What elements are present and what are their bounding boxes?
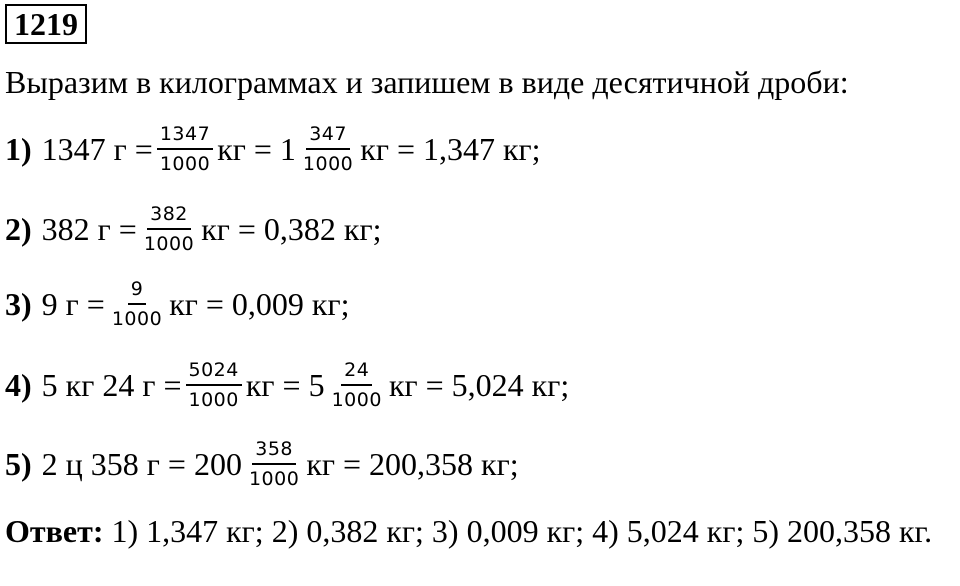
- fraction: [141, 203, 197, 255]
- line-middle: кг = 1: [217, 130, 296, 167]
- fraction-denominator: 1000: [302, 153, 354, 175]
- fraction: [157, 123, 213, 175]
- line-lhs: 5 кг 24 г =: [41, 366, 182, 403]
- line-tail: кг = 0,009 кг;: [169, 285, 350, 322]
- line-tail: кг = 0,382 кг;: [201, 210, 382, 247]
- fraction-numerator: 382: [147, 203, 191, 230]
- fraction: [186, 359, 242, 411]
- answer-label: Ответ:: [5, 513, 104, 549]
- fraction: [300, 123, 356, 175]
- fraction-denominator: 1000: [188, 389, 239, 411]
- fraction-numerator: 347: [306, 123, 350, 150]
- line-tail: кг = 1,347 кг;: [360, 130, 541, 167]
- fraction-numerator: 1347: [157, 123, 213, 150]
- line-number: 5): [5, 445, 32, 482]
- line-lhs: 382 г =: [41, 210, 137, 247]
- answer-block: [5, 512, 955, 550]
- line-tail: кг = 200,358 кг;: [306, 445, 519, 482]
- line-middle: кг = 5: [245, 366, 325, 403]
- line-number: 2): [5, 210, 32, 247]
- line-tail: кг = 5,024 кг;: [388, 366, 570, 403]
- fraction-denominator: 1000: [111, 308, 163, 330]
- solution-line-1: [5, 113, 541, 185]
- fraction-numerator: 358: [252, 438, 296, 465]
- fraction-denominator: 1000: [159, 153, 211, 175]
- line-number: 1): [5, 130, 32, 167]
- fraction-denominator: 1000: [248, 468, 300, 490]
- fraction-denominator: 1000: [143, 233, 195, 255]
- fraction: [246, 438, 302, 490]
- line-number: 3): [5, 285, 32, 322]
- line-lhs: 2 ц 358 г = 200: [41, 445, 242, 482]
- fraction-numerator: 9: [128, 278, 147, 305]
- answer-text: 1) 1,347 кг; 2) 0,382 кг; 3) 0,009 кг; 4) 5,024 кг; 5) 200,358 кг.: [111, 513, 933, 549]
- line-number: 4): [5, 366, 32, 403]
- line-lhs: 1347 г =: [41, 130, 153, 167]
- fraction-denominator: 1000: [331, 389, 382, 411]
- fraction-numerator: 24: [341, 359, 372, 386]
- solution-line-4: [5, 349, 569, 421]
- fraction: [329, 359, 385, 411]
- line-lhs: 9 г =: [41, 285, 105, 322]
- fraction: [109, 278, 165, 330]
- solution-line-5: [5, 428, 519, 500]
- intro-text: Выразим в килограммах и запишем в виде десятичной дроби:: [5, 64, 849, 100]
- fraction-numerator: 5024: [186, 359, 242, 386]
- solution-line-2: [5, 193, 381, 265]
- solution-line-3: [5, 268, 349, 340]
- task-number: 1219: [5, 4, 87, 44]
